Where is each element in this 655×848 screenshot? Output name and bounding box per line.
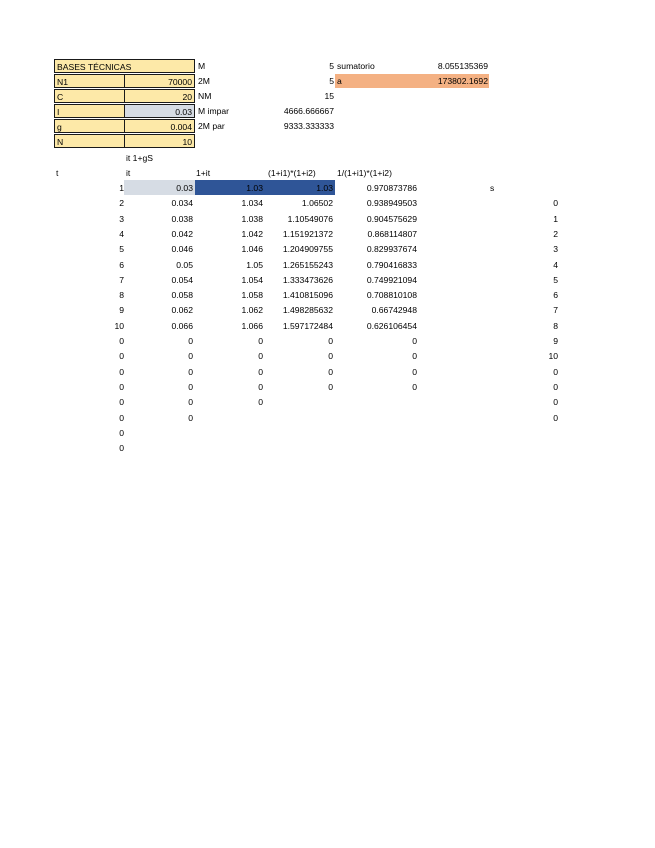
cell-t[interactable]: 5 — [119, 244, 124, 255]
cell-product[interactable]: 0 — [328, 351, 333, 362]
cell-t[interactable]: 7 — [119, 274, 124, 285]
cell-t[interactable]: 0 — [119, 443, 124, 454]
cell-inverse[interactable]: 0.708810108 — [366, 290, 417, 301]
base-label-n: N — [54, 134, 125, 148]
cell-it[interactable]: 0 — [188, 336, 193, 346]
cell-t[interactable]: 0 — [119, 381, 124, 392]
cell-product[interactable]: 1.498285632 — [282, 305, 333, 316]
cell-it[interactable]: 0.034 — [171, 198, 193, 209]
cell-inverse[interactable]: 0.904575629 — [366, 213, 417, 224]
cell-it[interactable]: 0 — [188, 397, 193, 408]
cell-it[interactable]: 0 — [188, 381, 193, 392]
param-m-label: M — [198, 61, 206, 71]
cell-t[interactable]: 2 — [119, 198, 124, 209]
param-mimpar-label: M impar — [198, 106, 230, 116]
cell-1-plus-it[interactable]: 1.03 — [246, 183, 263, 193]
header-inverse: 1/(1+i1)*(1+i2) — [337, 168, 392, 178]
sumatorio-label: sumatorio — [337, 61, 375, 71]
cell-it[interactable]: 0.054 — [171, 274, 193, 285]
cell-inverse[interactable]: 0.749921094 — [366, 274, 417, 285]
cell-product[interactable]: 1.333473626 — [282, 274, 333, 285]
cell-s[interactable]: 8 — [553, 320, 558, 331]
a-label: a — [335, 74, 489, 88]
cell-it[interactable]: 0.058 — [171, 290, 193, 301]
cell-1-plus-it[interactable]: 1.034 — [241, 198, 263, 209]
cell-t[interactable]: 10 — [114, 320, 124, 331]
cell-product[interactable]: 1.06502 — [301, 198, 333, 209]
bases-tecnicas-title: BASES TÉCNICAS — [54, 59, 195, 73]
cell-it[interactable]: 0.05 — [176, 259, 193, 270]
param-2m-value[interactable]: 5 — [329, 76, 334, 86]
cell-product[interactable]: 1.10549076 — [287, 213, 333, 224]
cell-inverse[interactable]: 0 — [412, 336, 417, 346]
cell-product[interactable]: 0 — [328, 381, 333, 392]
base-value-g[interactable]: 0.004 — [124, 119, 195, 133]
cell-inverse[interactable]: 0.790416833 — [366, 259, 417, 270]
cell-product[interactable]: 1.265155243 — [282, 259, 333, 270]
cell-product[interactable]: 1.151921372 — [282, 228, 333, 239]
cell-inverse[interactable]: 0 — [412, 366, 417, 377]
cell-product[interactable]: 1.410815096 — [282, 290, 333, 301]
cell-product[interactable]: 1.204909755 — [282, 244, 333, 255]
base-value-c[interactable]: 20 — [124, 89, 195, 103]
cell-t[interactable]: 0 — [119, 412, 124, 423]
cell-t[interactable]: 9 — [119, 305, 124, 316]
cell-s[interactable]: 0 — [553, 397, 558, 408]
cell-1-plus-it[interactable]: 1.058 — [241, 290, 263, 301]
cell-it[interactable]: 0.046 — [171, 244, 193, 255]
cell-product[interactable]: 1.03 — [316, 183, 333, 193]
cell-t[interactable]: 6 — [119, 259, 124, 270]
param-nm-value[interactable]: 15 — [324, 91, 334, 101]
cell-it[interactable]: 0.062 — [171, 305, 193, 316]
header-it-1-gs: it 1+gS — [126, 153, 153, 163]
cell-s[interactable]: 3 — [553, 244, 558, 255]
cell-inverse[interactable]: 0 — [412, 381, 417, 392]
cell-s[interactable]: 1 — [553, 213, 558, 224]
cell-s[interactable]: 4 — [553, 259, 558, 270]
cell-inverse[interactable]: 0.970873786 — [366, 183, 417, 193]
cell-s[interactable]: 7 — [553, 305, 558, 316]
header-1-plus-it: 1+it — [196, 168, 211, 178]
cell-1-plus-it[interactable]: 1.046 — [241, 244, 263, 255]
cell-t[interactable]: 0 — [119, 366, 124, 377]
cell-t[interactable]: 3 — [119, 213, 124, 224]
cell-1-plus-it[interactable]: 1.042 — [241, 228, 263, 239]
cell-it[interactable]: 0.038 — [171, 213, 193, 224]
cell-s[interactable]: 0 — [553, 198, 558, 209]
param-m-value[interactable]: 5 — [329, 61, 334, 71]
cell-t[interactable]: 0 — [119, 397, 124, 408]
cell-inverse[interactable]: 0.868114807 — [367, 228, 417, 239]
base-value-n[interactable]: 10 — [124, 134, 195, 148]
param-2m-label: 2M — [198, 76, 210, 86]
cell-s[interactable]: 0 — [553, 366, 558, 377]
cell-inverse[interactable]: 0.66742948 — [371, 305, 417, 316]
cell-s[interactable]: 6 — [553, 290, 558, 301]
cell-1-plus-it[interactable]: 1.066 — [241, 320, 263, 331]
cell-t[interactable]: 0 — [119, 427, 124, 438]
cell-t[interactable]: 8 — [119, 290, 124, 301]
base-label-n1: N1 — [54, 74, 125, 88]
base-label-c: C — [54, 89, 125, 103]
param-2mpar-value[interactable]: 9333.333333 — [283, 121, 334, 131]
cell-product[interactable]: 1.597172484 — [282, 320, 333, 331]
cell-1-plus-it[interactable]: 1.038 — [241, 213, 263, 224]
param-mimpar-value[interactable]: 4666.666667 — [283, 106, 334, 116]
cell-1-plus-it[interactable]: 0 — [258, 351, 263, 362]
cell-1-plus-it[interactable]: 0 — [258, 381, 263, 392]
cell-inverse[interactable]: 0 — [412, 351, 417, 362]
cell-it[interactable]: 0 — [188, 351, 193, 362]
cell-inverse[interactable]: 0.829937674 — [366, 244, 417, 255]
cell-s[interactable]: 0 — [553, 381, 558, 392]
param-nm-label: NM — [198, 91, 212, 101]
cell-t[interactable]: 0 — [119, 351, 124, 362]
cell-it[interactable]: 0 — [188, 366, 193, 377]
cell-inverse[interactable]: 0.626106454 — [366, 320, 417, 331]
cell-t[interactable]: 1 — [119, 183, 124, 193]
cell-t[interactable]: 4 — [119, 228, 124, 239]
cell-s[interactable]: 10 — [548, 351, 558, 362]
base-label-i: I — [54, 104, 125, 118]
cell-s[interactable]: 0 — [553, 412, 558, 423]
cell-s[interactable]: 9 — [553, 336, 558, 346]
base-value-i[interactable]: 0.03 — [124, 104, 195, 118]
param-2mpar-label: 2M par — [198, 121, 225, 131]
a-value[interactable]: 173802.1692 — [437, 76, 488, 86]
cell-1-plus-it[interactable]: 0 — [258, 366, 263, 377]
cell-it[interactable]: 0.042 — [171, 228, 193, 239]
cell-it[interactable]: 0 — [188, 412, 193, 423]
base-value-n1[interactable]: 70000 — [124, 74, 195, 88]
cell-it[interactable]: 0.066 — [171, 320, 193, 331]
base-label-g: g — [54, 119, 125, 133]
cell-inverse[interactable]: 0.938949503 — [366, 198, 417, 209]
cell-1-plus-it[interactable]: 1.05 — [246, 259, 263, 270]
cell-1-plus-it[interactable]: 1.062 — [241, 305, 263, 316]
sumatorio-value[interactable]: 8.055135369 — [437, 61, 488, 71]
cell-product[interactable]: 0 — [328, 366, 333, 377]
cell-1-plus-it[interactable]: 0 — [258, 397, 263, 408]
cell-it[interactable]: 0.03 — [176, 183, 193, 193]
header-it: it — [126, 168, 131, 178]
cell-1-plus-it[interactable]: 0 — [258, 336, 263, 346]
header-t: t — [56, 168, 59, 178]
header-product: (1+i1)*(1+i2) — [268, 168, 316, 178]
cell-1-plus-it[interactable]: 1.054 — [241, 274, 263, 285]
cell-product[interactable]: 0 — [328, 336, 333, 346]
header-s: s — [490, 183, 495, 193]
cell-t[interactable]: 0 — [119, 336, 124, 346]
cell-s[interactable]: 5 — [553, 274, 558, 285]
cell-s[interactable]: 2 — [553, 228, 558, 239]
